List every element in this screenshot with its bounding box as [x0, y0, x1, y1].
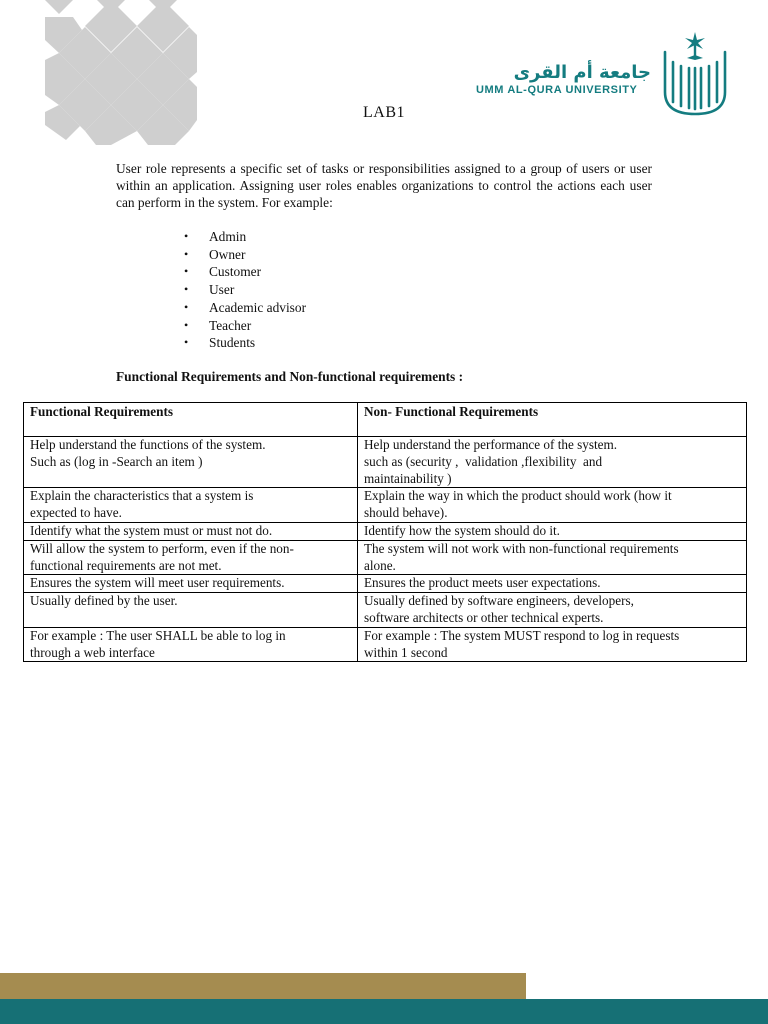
footer-gold-band	[0, 973, 526, 999]
section-heading: Functional Requirements and Non-functional requirements :	[116, 369, 464, 384]
table-header-row	[24, 403, 747, 437]
bullet: •	[184, 335, 189, 350]
table-row	[24, 437, 747, 488]
role-label: Students	[209, 335, 256, 351]
role-label: Customer	[209, 264, 262, 280]
non-functional-cell	[358, 593, 747, 628]
logo-english-text: UMM AL-QURA UNIVERSITY	[476, 84, 638, 96]
cell-line: Usually defined by software engineers, developers,	[364, 593, 634, 609]
functional-cell	[24, 540, 358, 575]
cell-line: Explain the way in which the product should work (how it	[364, 488, 672, 504]
cell-line: maintainability )	[364, 470, 452, 486]
cell-line: software architects or other technical experts.	[364, 609, 604, 625]
list-item	[184, 299, 306, 317]
list-item	[184, 263, 306, 281]
cell-line: should behave).	[364, 505, 448, 521]
cell-line: For example : The system MUST respond to log in requests	[364, 627, 680, 643]
footer-teal-band	[0, 999, 768, 1024]
table-row	[24, 488, 747, 523]
role-label: User	[209, 282, 235, 298]
functional-cell	[24, 522, 358, 540]
functional-cell	[24, 437, 358, 488]
role-list	[184, 228, 306, 352]
list-item	[184, 281, 306, 299]
non-functional-cell	[358, 575, 747, 593]
cell-line: Identify how the system should do it.	[364, 522, 560, 538]
cell-line: alone.	[364, 557, 396, 573]
cell-line: expected to have.	[30, 505, 122, 521]
list-item	[184, 317, 306, 335]
table-row	[24, 522, 747, 540]
cell-line: Explain the characteristics that a system is	[30, 488, 254, 504]
list-item	[184, 334, 306, 352]
logo-arabic-text: جامعة أم القرى	[513, 62, 651, 83]
cell-line: For example : The user SHALL be able to log in	[30, 627, 286, 643]
cell-line: Will allow the system to perform, even if the non-	[30, 540, 294, 556]
decorative-pattern	[0, 0, 200, 145]
table-row	[24, 540, 747, 575]
cell-line: functional requirements are not met.	[30, 557, 222, 573]
role-label: Academic advisor	[209, 299, 307, 315]
functional-cell	[24, 488, 358, 523]
bullet: •	[184, 264, 189, 279]
requirements-table	[23, 402, 747, 662]
cell-line: Usually defined by the user.	[30, 593, 178, 609]
bullet: •	[184, 282, 189, 297]
cell-line: Help understand the functions of the system.	[30, 437, 266, 452]
non-functional-cell	[358, 488, 747, 523]
cell-line: The system will not work with non-functional requirements	[364, 540, 679, 556]
cell-line: through a web interface	[30, 644, 155, 660]
bullet: •	[184, 246, 189, 261]
cell-line: Such as (log in -Search an item )	[30, 453, 203, 469]
list-item	[184, 246, 306, 264]
role-label: Teacher	[209, 317, 252, 333]
page-title: LAB1	[363, 104, 405, 121]
column-header-functional: Functional Requirements	[24, 403, 358, 437]
cell-line: Help understand the performance of the system.	[364, 437, 618, 452]
bullet: •	[184, 317, 189, 332]
non-functional-cell	[358, 522, 747, 540]
non-functional-cell	[358, 540, 747, 575]
role-label: Admin	[209, 229, 247, 244]
functional-cell	[24, 575, 358, 593]
cell-line: Ensures the system will meet user requirements.	[30, 575, 285, 591]
non-functional-cell	[358, 437, 747, 488]
list-item	[184, 228, 306, 246]
column-header-non-functional: Non- Functional Requirements	[358, 403, 747, 437]
cell-line: Identify what the system must or must not do.	[30, 522, 273, 538]
intro-paragraph: User role represents a specific set of tasks or responsibilities assigned to a group of users or user within an application. Assigning user roles enables organizations to control the actions each user can perform in the system. For example:	[116, 161, 652, 210]
non-functional-cell	[358, 627, 747, 662]
functional-cell	[24, 593, 358, 628]
functional-cell	[24, 627, 358, 662]
table-row	[24, 593, 747, 628]
cell-line: Ensures the product meets user expectations.	[364, 575, 601, 591]
cell-line: such as (security , validation ,flexibility and	[364, 453, 603, 469]
table-row	[24, 627, 747, 662]
bullet: •	[184, 299, 189, 314]
bullet: •	[184, 229, 189, 243]
table-row	[24, 575, 747, 593]
role-label: Owner	[209, 246, 246, 262]
cell-line: within 1 second	[364, 644, 448, 660]
